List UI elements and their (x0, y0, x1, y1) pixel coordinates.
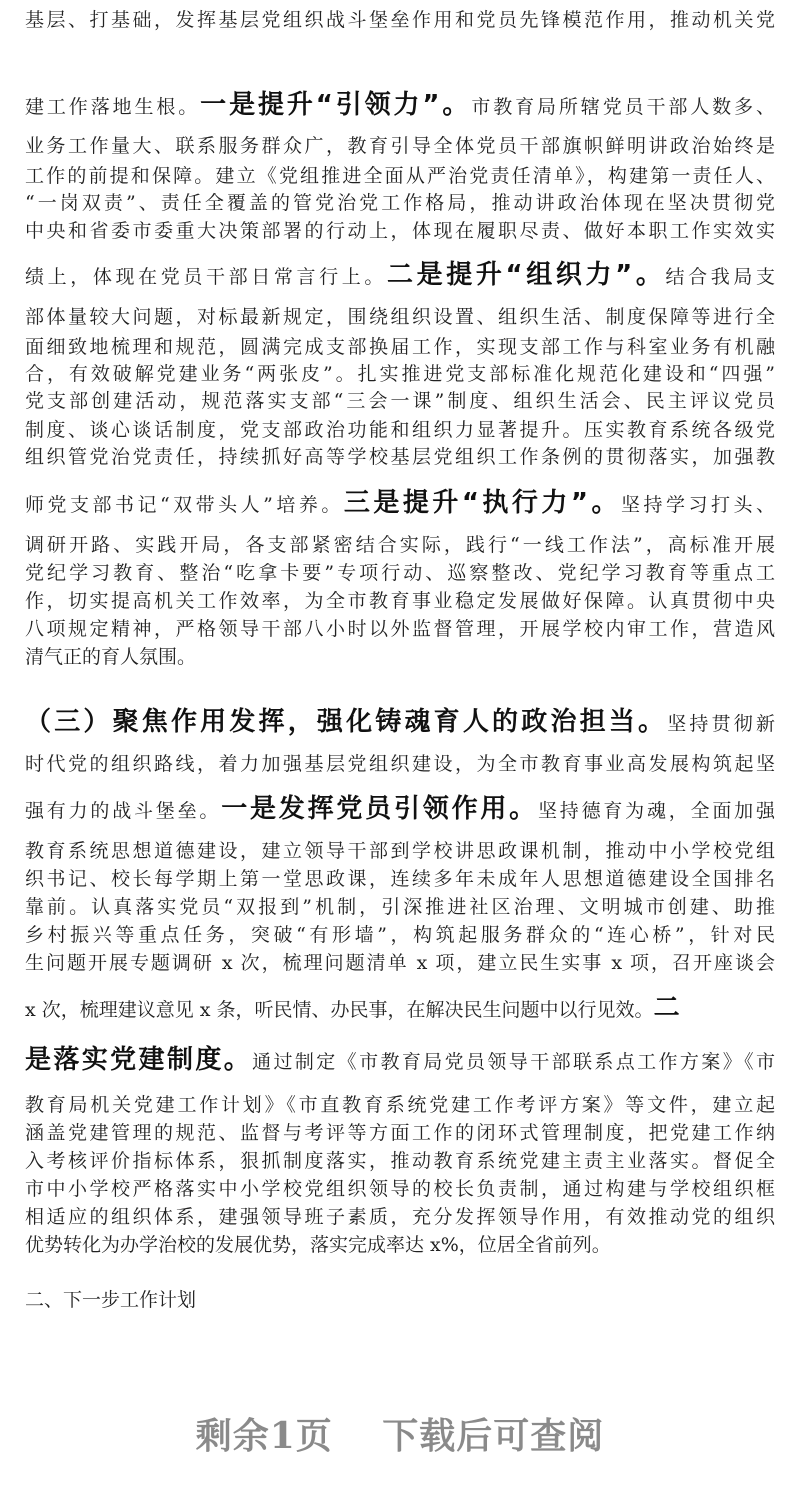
body-text: 结合我局支 (665, 266, 775, 288)
text-line (25, 486, 775, 520)
body-text: 面细致地梳理和规范，圆满完成支部换届工作，实现支部工作与科室业务有机融 (25, 336, 775, 358)
body-text: 坚持贯彻新 (667, 713, 775, 735)
body-text: 基层、打基础，发挥基层党组织战斗堡垒作用和党员先锋模范作用，推动机关党 (25, 9, 775, 31)
text-line (25, 705, 775, 739)
text-line (25, 1283, 775, 1317)
text-line (25, 440, 775, 474)
body-text: 绩上，体现在党员干部日常言行上。 (25, 266, 388, 288)
body-text: 坚持学习打头、 (621, 494, 775, 516)
download-banner[interactable] (0, 1408, 800, 1459)
body-text: 建工作落地生根。 (25, 96, 201, 118)
body-text: 二、下一步工作计划 (25, 1289, 197, 1311)
text-line (25, 258, 775, 292)
body-text: x 次，梳理建议意见 x 条，听民情、办民事，在解决民生问题中以行见效。 (25, 999, 654, 1021)
body-text: 中央和省委市委重大决策部署的行动上，体现在履职尽责、做好本职工作实效实 (25, 220, 775, 242)
body-text: 合，有效破解党建业务“两张皮”。扎实推进党支部标准化规范化建设和“四强” (25, 363, 775, 385)
remaining-pages-label: 剩余1页 (195, 1415, 333, 1457)
text-line (25, 129, 775, 163)
body-text: 市教育局所辖党员干部人数多、 (471, 96, 775, 118)
text-line (25, 991, 775, 1025)
body-text: 业务工作量大、联系服务群众广，教育引导全体党员干部旗帜鲜明讲政治始终是 (25, 135, 775, 157)
body-text: 坚持德育为魂，全面加强 (537, 800, 775, 822)
body-text: 组织管党治党责任，持续抓好高等学校基层党组织工作条例的贯彻落实，加强教 (25, 446, 775, 468)
body-text: 党纪学习教育、整治“吃拿卡要”专项行动、巡察整改、党纪学习教育等重点工 (25, 562, 775, 584)
body-text: 优势转化为办学治校的发展优势，落实完成率达 x%，位居全省前列。 (25, 1234, 611, 1256)
body-text: 教育系统思想道德建设，建立领导干部到学校讲思政课机制，推动中小学校党组 (25, 840, 775, 862)
bold-heading-text: 二是提升“组织力”。 (387, 260, 666, 290)
body-text: “一岗双责”、责任全覆盖的管党治党工作格局，推动讲政治体现在坚决贯彻党 (25, 192, 775, 214)
text-line (25, 300, 775, 334)
text-line (25, 747, 775, 781)
text-line (25, 1228, 775, 1262)
text-line (25, 1043, 775, 1077)
body-text: 八项规定精神，严格领导干部八小时以外监督管理，开展学校内审工作，营造风 (25, 618, 775, 640)
body-text: 作，切实提高机关工作效率，为全市教育事业稳定发展做好保障。认真贯彻中央 (25, 590, 775, 612)
body-text: 生问题开展专题调研 x 次，梳理问题清单 x 项，建立民生实事 x 项，召开座谈会 (25, 952, 775, 974)
body-text: 调研开路、实践开局，各支部紧密结合实际，践行“一线工作法”，高标准开展 (25, 534, 775, 556)
body-text: 工作的前提和保障。建立《党组推进全面从严治党责任清单》，构建第一责任人、 (25, 165, 775, 187)
body-text: 相适应的组织体系，建强领导班子素质，充分发挥领导作用，有效推动党的组织 (25, 1206, 775, 1228)
body-text: 党支部创建活动，规范落实支部“三会一课”制度、组织生活会、民主评议党员 (25, 390, 775, 412)
body-text: 清气正的育人氛围。 (25, 646, 197, 668)
body-text: 制度、谈心谈话制度，党支部政治功能和组织力显著提升。压实教育系统各级党 (25, 419, 775, 441)
bold-heading-text: 一是提升“引领力”。 (200, 90, 472, 120)
text-line (25, 3, 775, 37)
bold-heading-text: 一是发挥党员引领作用。 (221, 794, 538, 824)
text-line (25, 792, 775, 826)
body-text: 时代党的组织路线，着力加强基层党组织建设，为全市教育事业高发展构筑起坚 (25, 753, 775, 775)
body-text: 市中小学校严格落实中小学校党组织领导的校长负责制，通过构建与学校组织框 (25, 1178, 775, 1200)
body-text: 部体量较大问题，对标最新规定，围绕组织设置、组织生活、制度保障等进行全 (25, 306, 775, 328)
text-line (25, 640, 775, 674)
bold-heading-text: （三）聚焦作用发挥，强化铸魂育人的政治担当。 (25, 707, 668, 737)
bold-heading-text: 三是提升“执行力”。 (343, 488, 621, 518)
bold-heading-text: 二 (653, 993, 680, 1023)
body-text: 入考核评价指标体系，狠抓制度落实，推动教育系统党建主责主业落实。督促全 (25, 1150, 775, 1172)
bold-heading-text: 是落实党建制度。 (25, 1045, 253, 1075)
body-text: 乡村振兴等重点任务，突破“有形墙”，构筑起服务群众的“连心桥”，针对民 (25, 924, 775, 946)
body-text: 强有力的战斗堡垒。 (25, 800, 222, 822)
text-line (25, 946, 775, 980)
body-text: 靠前。认真落实党员“双报到”机制，引深推进社区治理、文明城市创建、助推 (25, 896, 775, 918)
text-line (25, 214, 775, 248)
body-text: 通过制定《市教育局党员领导干部联系点工作方案》《市 (252, 1051, 775, 1073)
body-text: 教育局机关党建工作计划》《市直教育系统党建工作考评方案》等文件，建立起 (25, 1094, 775, 1116)
download-to-view-label[interactable]: 下载后可查阅 (382, 1415, 605, 1457)
body-text: 师党支部书记“双带头人”培养。 (25, 494, 344, 516)
body-text: 织书记、校长每学期上第一堂思政课，连续多年未成年人思想道德建设全国排名 (25, 868, 775, 890)
body-text: 涵盖党建管理的规范、监督与考评等方面工作的闭环式管理制度，把党建工作纳 (25, 1122, 775, 1144)
text-line (25, 88, 775, 122)
